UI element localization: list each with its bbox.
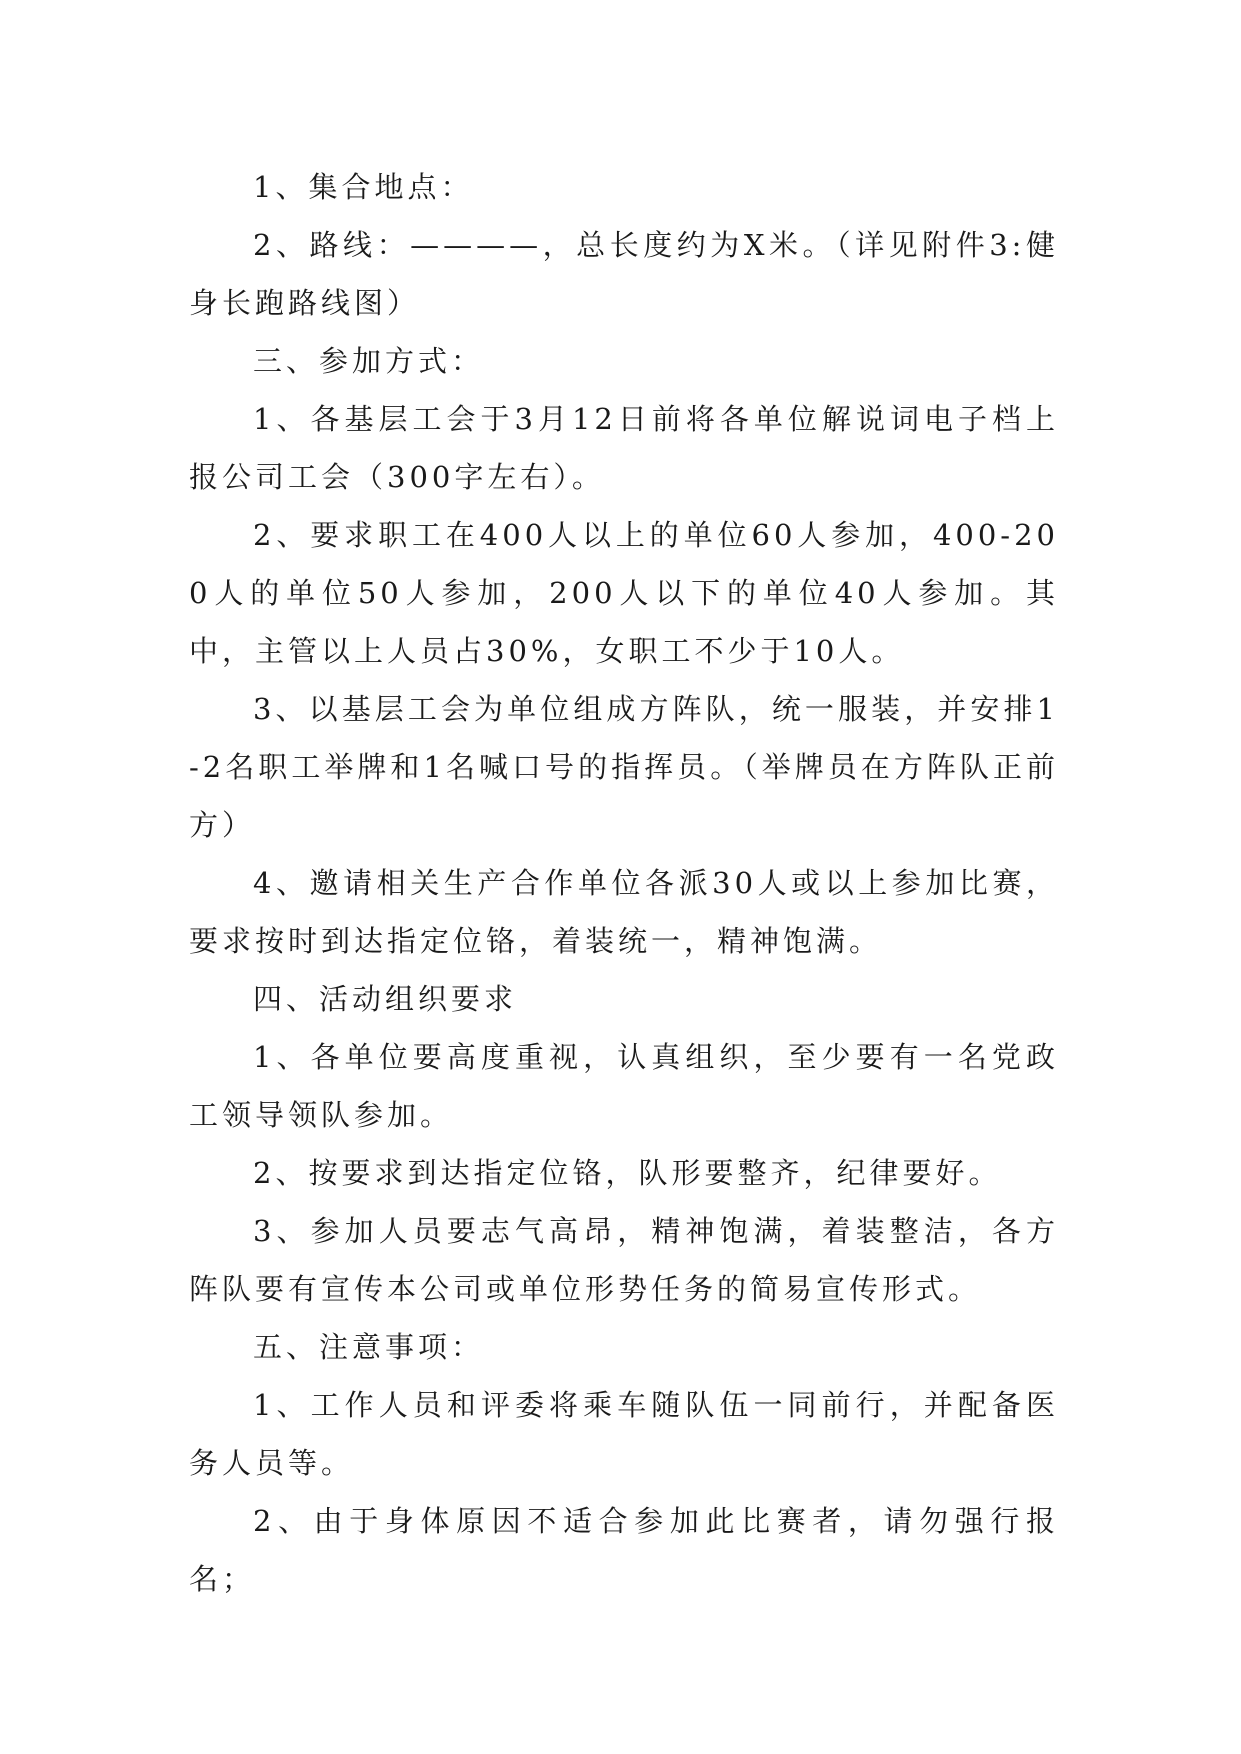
paragraph-participant-quota: 2、要求职工在400人以上的单位60人参加，400-200人的单位50人参加，200人以下的单位40人参加。其中，主管以上人员占30%，女职工不少于10人。 <box>189 518 1059 668</box>
section-heading-participation-method: 三、参加方式： <box>253 344 485 378</box>
paragraph-formation-team: 3、以基层工会为单位组成方阵队，统一服装，并安排1-2名职工举牌和1名喊口号的指挥员。（举牌员在方阵队正前方） <box>189 692 1059 842</box>
paragraph-discipline: 2、按要求到达指定位铬，队形要整齐，纪律要好。 <box>253 1156 1002 1190</box>
paragraph-leadership: 1、各单位要高度重视，认真组织，至少要有一名党政工领导领队参加。 <box>189 1040 1059 1132</box>
paragraph-health-warning: 2、由于身体原因不适合参加此比赛者，请勿强行报名； <box>189 1504 1059 1596</box>
paragraph-partner-units: 4、邀请相关生产合作单位各派30人或以上参加比赛，要求按时到达指定位铬，着装统一，精神饱满。 <box>189 866 1059 958</box>
paragraph-spirit-publicity: 3、参加人员要志气高昂，精神饱满，着装整洁，各方阵队要有宣传本公司或单位形势任务的简易宣传形式。 <box>189 1214 1059 1306</box>
document-body <box>189 158 1059 1608</box>
section-heading-organization-requirements: 四、活动组织要求 <box>253 982 518 1016</box>
section-heading-notes: 五、注意事项： <box>253 1330 485 1364</box>
paragraph-route: 2、路线：————，总长度约为X米。（详见附件3:健身长跑路线图） <box>189 228 1059 320</box>
paragraph-assembly-location: 1、集合地点： <box>253 170 474 204</box>
paragraph-commentary-submission: 1、各基层工会于3月12日前将各单位解说词电子档上报公司工会（300字左右）。 <box>189 402 1059 494</box>
paragraph-staff-judges: 1、工作人员和评委将乘车随队伍一同前行，并配备医务人员等。 <box>189 1388 1059 1480</box>
